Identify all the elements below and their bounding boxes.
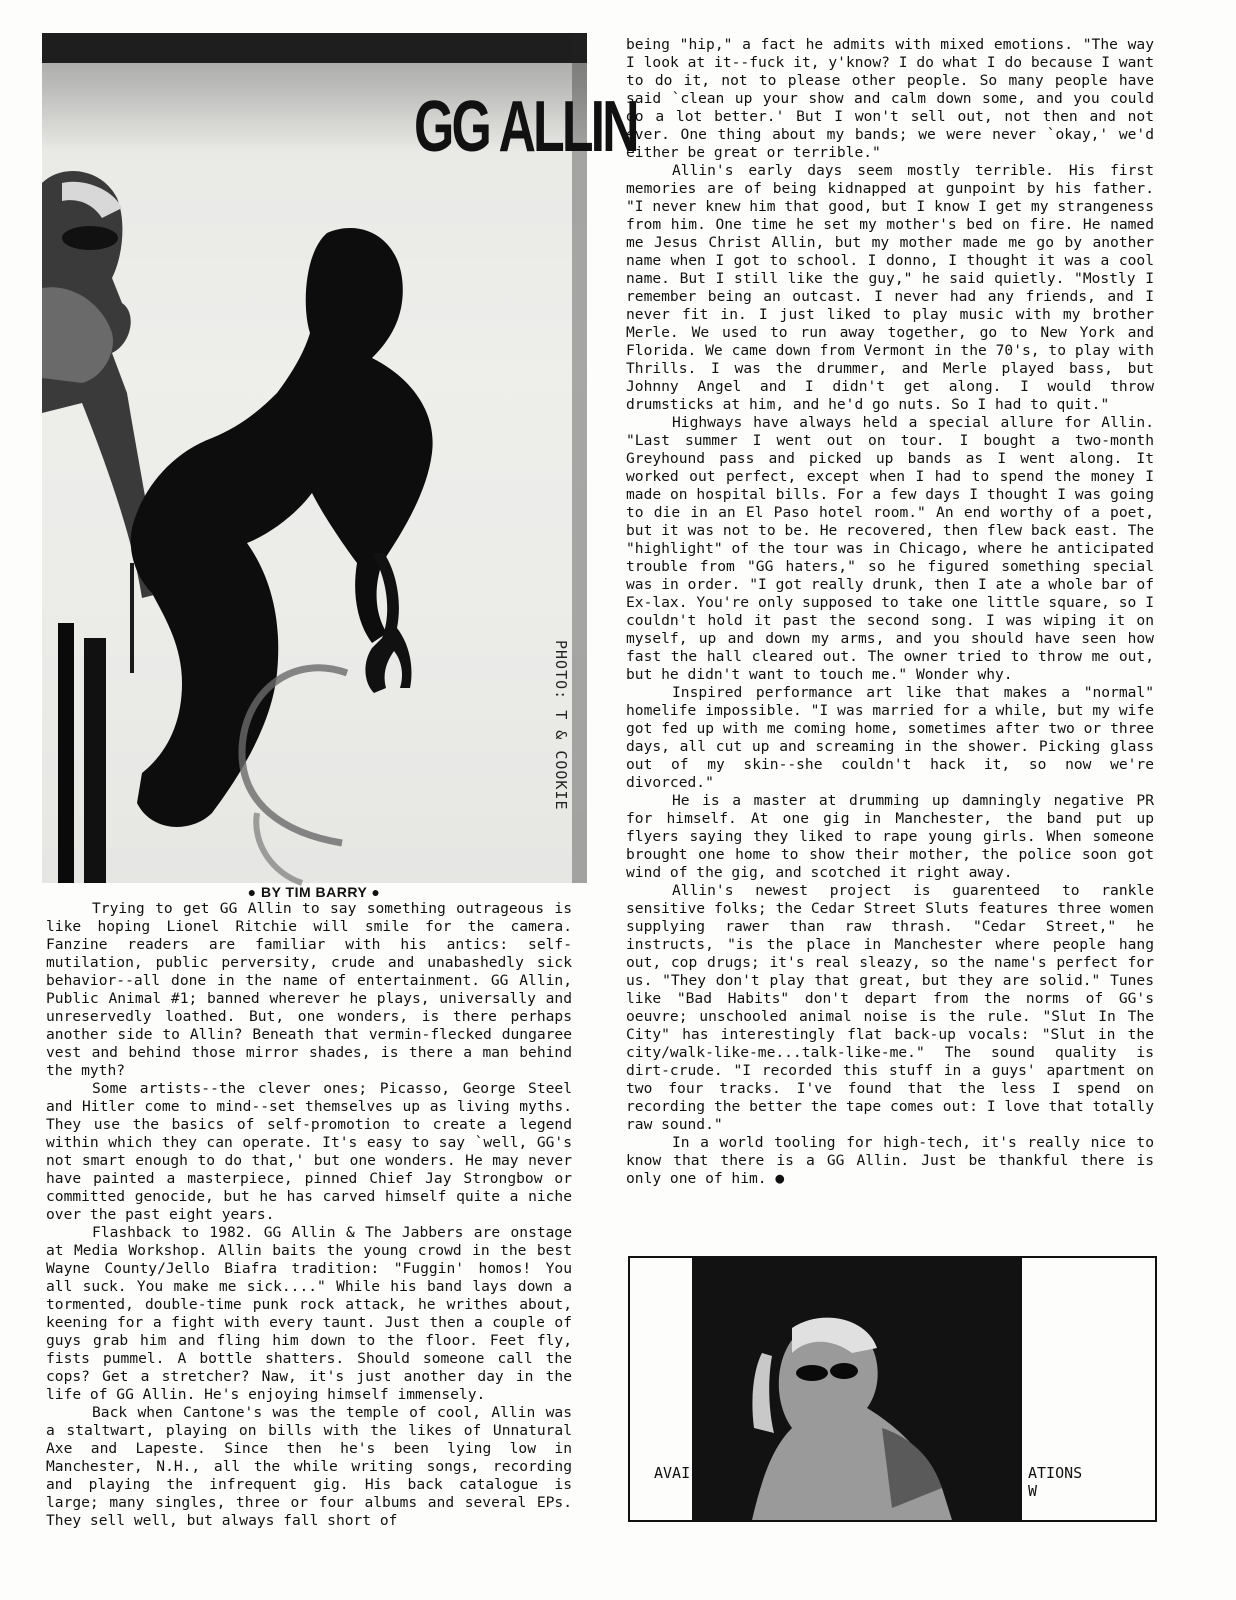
ad-text-right xyxy=(1028,1464,1082,1500)
paragraph: being "hip," a fact he admits with mixed emotions. "The way I look at it--fuck it, y'know? I do what I do because I want to do it, not to please other people. So many people have said `clean up your show and calm down some, and you could do a lot better.' But I won't sell out, not then and not ever. One thing about my bands; we were never `okay,' we'd either be great or terrible." xyxy=(626,36,1154,161)
paragraph: Allin's newest project is guarenteed to rankle sensitive folks; the Cedar Street Sluts features three women supplying rawer than raw thrash. "Cedar Street," he instructs, "is the place in Manchester where people hang out, cop drugs; it's real sleazy, so the name's perfect for us. "They don't play that great, but they are solid." Tunes like "Bad Habits" don't depart from the norms of GG's oeuvre; unschooled animal noise is the rule. "Slut In The City" has interestingly flat back-up vocals: "Slut in the city/walk-like-me...talk-like-me." The sound quality is dirt-crude. "I recorded this stuff in a guys' apartment on two four tracks. I've found that the less I spend on recording the better the tape comes out: I love that totally raw sound." xyxy=(626,882,1154,1133)
paragraph: Allin's early days seem mostly terrible. His first memories are of being kidnapped at gunpoint by his father. "I never knew him that good, but I know I get my strangeness from him. One time he set my mother's bed on fire. He named me Jesus Christ Allin, but my mother made me go by another name when I got to school. I donno, I thought it was a cool name. But I still like the guy," he said quietly. "Mostly I remember being an outcast. I never had any friends, and I never fit in. I just liked to play music with my brother Merle. We used to run away together, go to New York and Florida. We came down from Vermont in the 70's, to play with Thrills. I was the drummer, and Merle played bass, but Johnny Angel and I didn't get along. I would throw drumsticks at him, and he'd go nuts. So I had to quit." xyxy=(626,162,1154,413)
paragraph: Some artists--the clever ones; Picasso, George Steel and Hitler come to mind--set themselves up as living myths. They use the basics of self-promotion to create a legend within which they can operate. It's easy to say `well, GG's not smart enough to do that,' but one wonders. He may never have painted a masterpiece, pinned Chief Jay Strongbow or committed genocide, but he has carved himself quite a niche over the past eight years. xyxy=(46,1080,572,1223)
paragraph: Flashback to 1982. GG Allin & The Jabbers are onstage at Media Workshop. Allin baits the young crowd in the best Wayne County/Jello Biafra tradition: "Fuggin' homos! You all suck. You make me sick...." While his band lays down a tormented, double-time punk rock attack, he writhes about, keening for a fight with every taunt. Just then a couple of guys grab him and fling him down to the floor. Feet fly, fists pummel. A bottle shatters. Should someone call the cops? Get a stretcher? Naw, it's just another day in the life of GG Allin. He's enjoying himself immensely. xyxy=(46,1224,572,1403)
paragraph: Highways have always held a special allure for Allin. "Last summer I went out on tour. I bought a two-month Greyhound pass and picked up bands as I went along. It worked out perfect, except when I had to spend the money I made on hospital bills. For a few days I thought I was going to die in an El Paso hotel room." An end worthy of a poet, but it was not to be. He recovered, then flew back east. The "highlight" of the tour was in Chicago, where he anticipated trouble from "GG haters," so he figured something special was in order. "I got really drunk, then I ate a whole bar of Ex-lax. You're only supposed to take one little square, so I couldn't hold it past the second song. I was wiping it on myself, up and down my arms, and you should have seen how fast the hall cleared out. The owner tried to throw me out, but he didn't want to touch me." Wonder why. xyxy=(626,414,1154,683)
main-photo xyxy=(42,33,637,883)
photo-credit: PHOTO: T & COOKIE xyxy=(552,640,570,811)
ad-text-right-line-1: ATIONS xyxy=(1028,1464,1083,1482)
ad-text-right-line-2: W xyxy=(1028,1482,1038,1500)
portrait-illustration xyxy=(692,1258,1022,1520)
paragraph: He is a master at drumming up damningly negative PR for himself. At one gig in Manchester, the band put up flyers saying they liked to rape young girls. When someone brought one home to show their mother, the police soon got wind of the gig, and scotched it right away. xyxy=(626,792,1154,881)
paragraph: In a world tooling for high-tech, it's really nice to know that there is a GG Allin. Just be thankful there is only one of him. ● xyxy=(626,1134,1154,1187)
right-column xyxy=(626,36,1154,1188)
ad-box xyxy=(628,1256,1157,1522)
paragraph: Back when Cantone's was the temple of cool, Allin was a staltwart, playing on bills with the likes of Unnatural Axe and Lapeste. Since then he's been lying low in Manchester, N.H., all the while writing songs, recording and playing the infrequent gig. His back catalogue is large; many singles, three or four albums and several EPs. They sell well, but always fall short of xyxy=(46,1404,572,1529)
left-column xyxy=(46,900,572,1530)
paragraph: Trying to get GG Allin to say something outrageous is like hoping Lionel Ritchie will smile for the camera. Fanzine readers are familiar with his antics: self-mutilation, public perversity, crude and unabashedly sick behavior--all done in the name of entertainment. GG Allin, Public Animal #1; banned wherever he plays, universally and unreservedly loathed. But, one wonders, is there perhaps another side to Allin? Beneath that vermin-flecked dungaree vest and behind those mirror shades, is there a man behind the myth? xyxy=(46,900,572,1079)
paragraph: Inspired performance art like that makes a "normal" homelife impossible. "I was married for a while, but my wife got fed up with me coming home, sometimes after two or three days, all cut up and screaming in the shower. Picking glass out of my skin--she couldn't hack it, so now we're divorced." xyxy=(626,684,1154,791)
ad-text-left: AVAI xyxy=(654,1464,691,1482)
byline: ● BY TIM BARRY ● xyxy=(247,884,381,900)
headline: GG ALLIN xyxy=(414,87,637,167)
ad-photo xyxy=(692,1258,1022,1520)
